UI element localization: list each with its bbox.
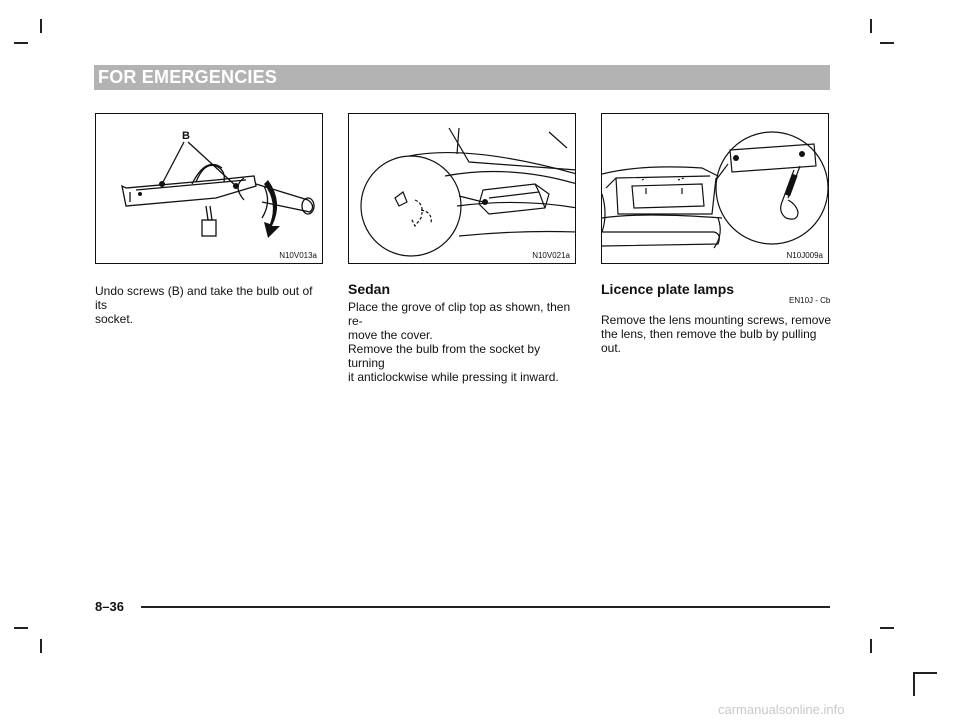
figure-code: N10V013a (279, 251, 317, 260)
text-line: Place the grove of clip top as shown, then re- (348, 300, 571, 328)
text-line: Remove the lens mounting screws, remove (601, 313, 832, 327)
text-line: the lens, then remove the bulb by pulling out. (601, 327, 817, 355)
crop-mark (14, 627, 28, 629)
text-line: socket. (95, 312, 134, 326)
crop-mark (870, 19, 872, 33)
licence-plate-illustration (602, 114, 829, 264)
sedan-lamp-illustration (349, 114, 576, 264)
crop-mark (870, 639, 872, 653)
figure-licence-plate-lamp (601, 113, 829, 264)
crop-mark (880, 42, 894, 44)
col1-paragraph (95, 284, 325, 326)
text-line: it anticlockwise while pressing it inward. (348, 370, 559, 384)
footer-rule (141, 606, 830, 608)
crop-mark (880, 627, 894, 629)
col2-paragraph (348, 300, 578, 384)
text-line: move the cover. (348, 328, 433, 342)
figure-sedan-lamp-cover (348, 113, 576, 264)
reference-code: EN10J - Cb (789, 296, 831, 305)
section-title: FOR EMERGENCIES (98, 67, 278, 87)
figure-label-b: B (182, 130, 190, 142)
crop-mark (40, 19, 42, 33)
figure-code: N10V021a (532, 251, 570, 260)
figure-bulb-socket (95, 113, 323, 264)
figure-code: N10J009a (786, 251, 823, 260)
text-line: Undo screws (B) and take the bulb out of its (95, 284, 313, 312)
crop-mark (40, 639, 42, 653)
crop-corner-mark (913, 672, 937, 674)
crop-mark (14, 42, 28, 44)
col3-paragraph (601, 313, 833, 355)
sedan-heading: Sedan (348, 281, 391, 297)
section-header-bar (94, 65, 830, 90)
bulb-socket-illustration (96, 114, 323, 264)
watermark: carmanualsonline.info (718, 702, 845, 717)
crop-corner-mark (913, 672, 915, 696)
licence-plate-heading: Licence plate lamps (601, 281, 735, 297)
text-line: Remove the bulb from the socket by turning (348, 342, 541, 370)
page-number: 8–36 (95, 599, 124, 614)
